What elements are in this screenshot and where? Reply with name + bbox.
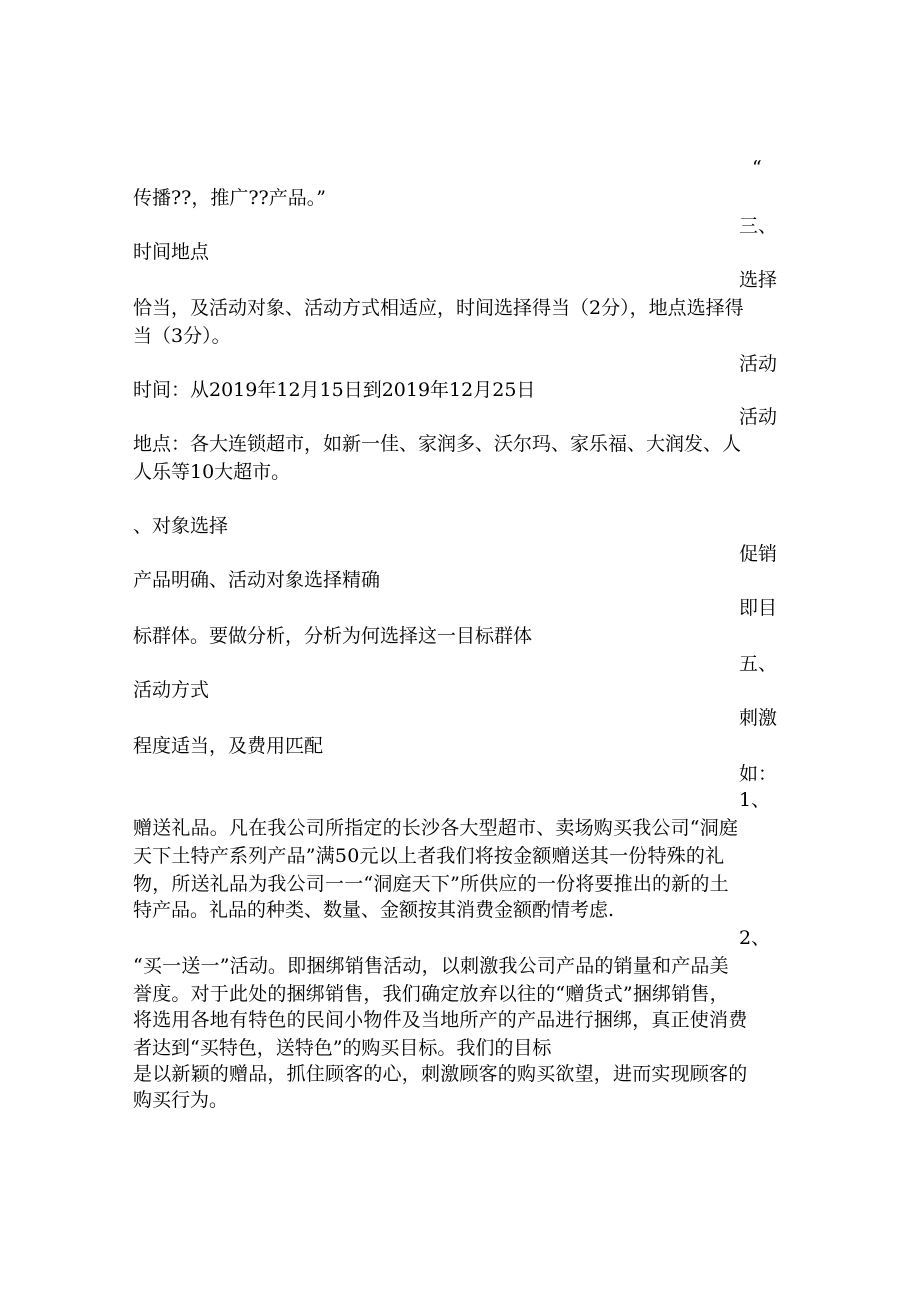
text-line: 刺激 bbox=[739, 707, 778, 729]
text-line: 如： bbox=[739, 763, 778, 785]
text-line: 活动 bbox=[739, 406, 778, 428]
text-line: 程度适当，及费用匹配 bbox=[133, 735, 324, 757]
section-number: 三、 bbox=[739, 215, 778, 237]
item-number: 1、 bbox=[739, 789, 771, 811]
section-heading: 、对象选择 bbox=[133, 515, 229, 537]
text-line: 天下土特产系列产品”满50元以上者我们将按金额赠送其一份特殊的礼 bbox=[133, 845, 725, 867]
text-line: 人乐等10大超市。 bbox=[133, 461, 291, 483]
text-line: 物，所送礼品为我公司一一“洞庭天下”所供应的一份将要推出的新的土 bbox=[133, 873, 729, 895]
section-heading: 活动方式 bbox=[133, 679, 210, 701]
section-number: 五、 bbox=[739, 653, 778, 675]
text-line: “买一送一”活动。即捆绑销售活动，以刺激我公司产品的销量和产品美 bbox=[133, 955, 729, 977]
text-line: 恰当，及活动对象、活动方式相适应，时间选择得当（2分），地点选择得 bbox=[133, 297, 744, 319]
text-line: 产品明确、活动对象选择精确 bbox=[133, 569, 381, 591]
text-line: 标群体。要做分析，分析为何选择这一目标群体 bbox=[133, 625, 533, 647]
text-line: 促销 bbox=[739, 543, 778, 565]
text-line: 者达到“买特色，送特色”的购买目标。我们的目标 bbox=[133, 1037, 552, 1059]
text-line: 是以新颖的赠品，抓住顾客的心，刺激顾客的购买欲望，进而实现顾客的 bbox=[133, 1063, 748, 1085]
text-line: 特产品。礼品的种类、数量、金额按其消费金额酌情考虑. bbox=[133, 899, 615, 921]
text-line: 活动 bbox=[739, 353, 778, 375]
text-line: 赠送礼品。凡在我公司所指定的长沙各大型超市、卖场购买我公司“洞庭 bbox=[133, 817, 739, 839]
text-line: 即目 bbox=[739, 597, 778, 619]
text-line: 誉度。对于此处的捆绑销售，我们确定放弃以往的“赠货式”捆绑销售， bbox=[133, 983, 729, 1005]
item-number: 2、 bbox=[739, 927, 771, 949]
text-line: 购买行为。 bbox=[133, 1089, 229, 1111]
text-line: 地点：各大连锁超市，如新一佳、家润多、沃尔玛、家乐福、大润发、人 bbox=[133, 433, 742, 455]
text-line: 传播??，推广??产品。” bbox=[133, 187, 326, 209]
section-heading: 时间地点 bbox=[133, 241, 210, 263]
text-line: 当（3分）。 bbox=[133, 325, 231, 347]
text-line: 时间：从2019年12月15日到2019年12月25日 bbox=[133, 379, 536, 401]
text-line: 选择 bbox=[739, 269, 778, 291]
quote-open: “ bbox=[752, 157, 762, 179]
text-line: 将选用各地有特色的民间小物件及当地所产的产品进行捆绑，真正使消费 bbox=[133, 1009, 748, 1031]
